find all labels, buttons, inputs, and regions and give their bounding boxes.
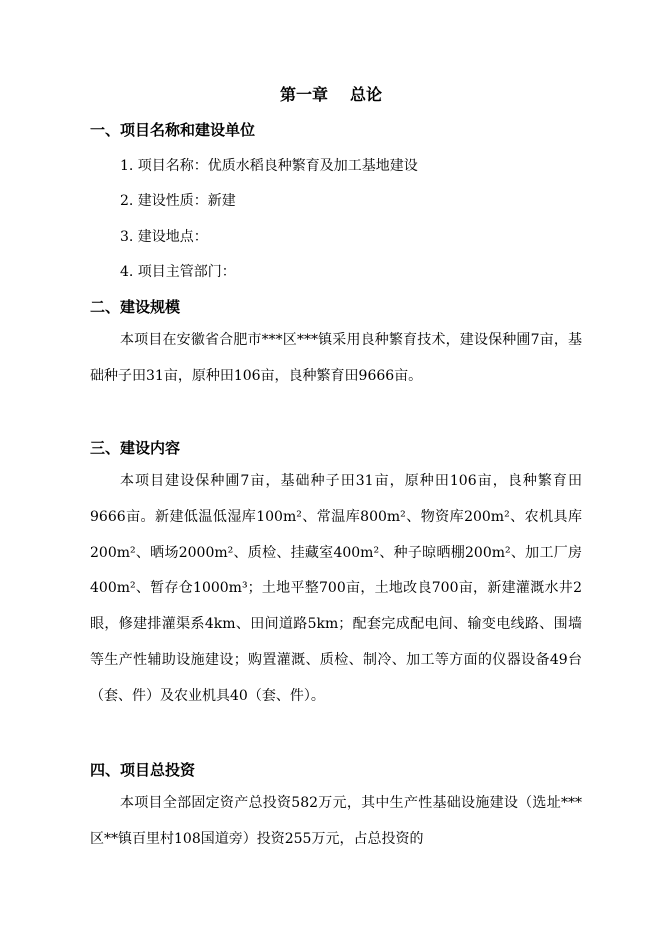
- list-item: 1. 项目名称：优质水稻良种繁育及加工基地建设: [120, 158, 418, 174]
- paragraph-scale: 本项目在安徽省合肥市***区***镇采用良种繁育技术，建设保种圃7亩，基础种子田31亩，原种田106亩，良种繁育田9666亩。: [90, 332, 582, 384]
- chapter-number: 第一章: [279, 85, 328, 104]
- chapter-title: [0, 82, 662, 105]
- paragraph-content: 本项目建设保种圃7亩，基础种子田31亩，原种田106亩，良种繁育田9666亩。新建低温低湿库100m²、常温库800m²、物资库200m²、农机具库200m²、晒场2000m²、质检、挂藏室400m²、种子晾晒棚200m²、加工厂房400m²、暂存仓1000m³；土地平整700亩，土地改良700亩，新建灌溉水井2眼，修建排灌渠系4km、田间道路5km；配套完成配电间、输变电线路、围墙等生产性辅助设施建设；购置灌溉、质检、制冷、加工等方面的仪器设备49台（套、件）及农业机具40（套、件）。: [90, 473, 582, 704]
- list-item: 4. 项目主管部门：: [120, 264, 236, 280]
- chapter-name: 总论: [350, 85, 383, 104]
- section-heading-3: 三、建设内容: [90, 439, 181, 457]
- list-item: 2. 建设性质：新建: [120, 193, 236, 209]
- section-heading-1: 一、项目名称和建设单位: [90, 121, 256, 139]
- section-heading-4: 四、项目总投资: [90, 761, 196, 779]
- paragraph-investment: 本项目全部固定资产总投资582万元，其中生产性基础设施建设（选址***区**镇百里村108国道旁）投资255万元，占总投资的: [90, 795, 582, 847]
- list-item: 3. 建设地点：: [120, 229, 208, 245]
- section-heading-2: 二、建设规模: [90, 298, 181, 316]
